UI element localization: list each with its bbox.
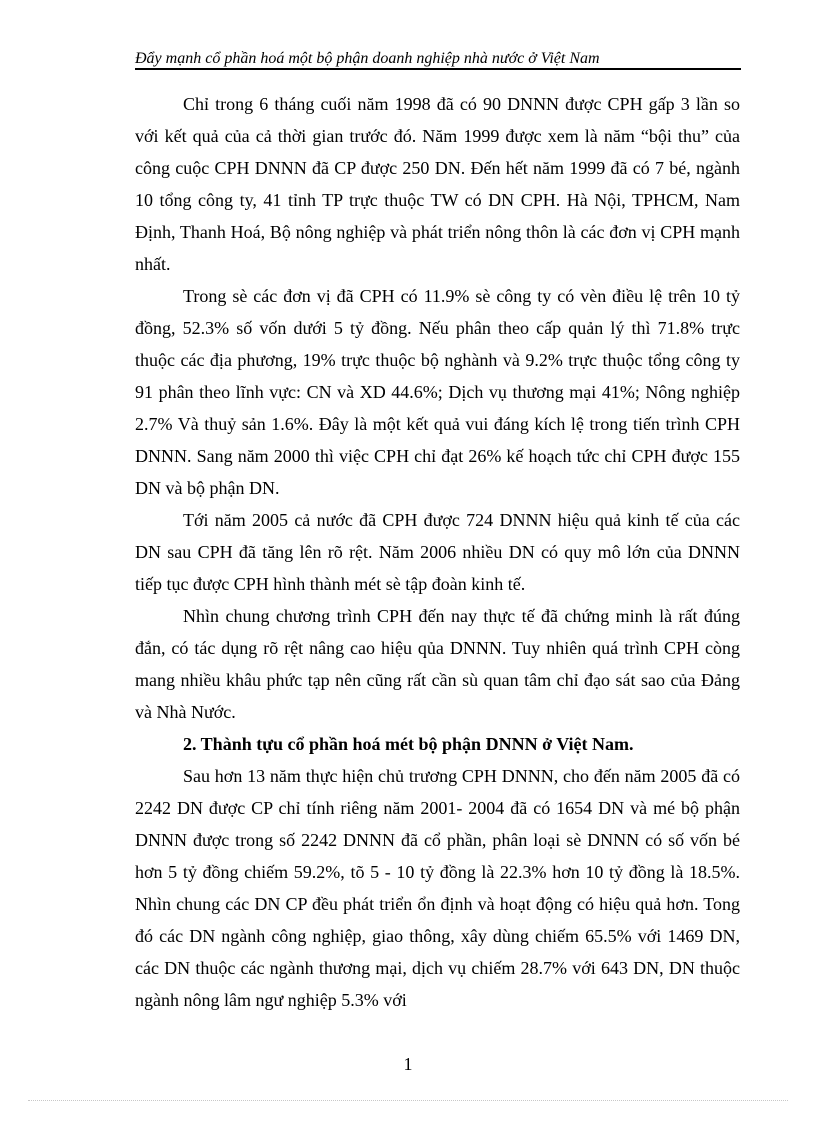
header-rule	[135, 68, 741, 70]
paragraph-4: Nhìn chung chương trình CPH đến nay thực tế đã chứng minh là rất đúng đắn, có tác dụng rõ rệt nâng cao hiệu qủa DNNN. Tuy nhiên quá trình CPH còng mang nhiều khâu phức tạp nên cũng rất cần sù quan tâm chỉ đạo sát sao của Đảng và Nhà Nước.	[135, 606, 740, 722]
running-header: Đẩy mạnh cổ phần hoá một bộ phận doanh nghiệp nhà nước ở Việt Nam	[135, 50, 600, 67]
section-heading: 2. Thành tựu cổ phần hoá mét bộ phận DNNN ở Việt Nam.	[183, 734, 634, 754]
document-body	[135, 88, 740, 1016]
section-paragraph: Sau hơn 13 năm thực hiện chủ trương CPH DNNN, cho đến năm 2005 đã có 2242 DN được CP chỉ tính riêng năm 2001- 2004 đã có 1654 DN và mé bộ phận DNNN được trong số 2242 DNNN đã cổ phần, phân loại sè DNNN có số vốn bé hơn 5 tỷ đồng chiếm 59.2%, tõ 5 - 10 tỷ đồng là 22.3% hơn 10 tỷ đồng là 18.5%. Nhìn chung các DN CP đều phát triển ổn định và hoạt động có hiệu quả hơn. Tong đó các DN ngành công nghiệp, giao thông, xây dùng chiếm 65.5% với 1469 DN, các DN thuộc các ngành thương mại, dịch vụ chiếm 28.7% với 643 DN, DN thuộc ngành nông lâm ngư nghiệp 5.3% với	[135, 766, 740, 1010]
paragraph-2: Trong sè các đơn vị đã CPH có 11.9% sè công ty có vèn điều lệ trên 10 tỷ đồng, 52.3% số vốn dưới 5 tỷ đồng. Nếu phân theo cấp quản lý thì 71.8% trực thuộc các địa phương, 19% trực thuộc bộ nghành và 9.2% trực thuộc tổng công ty 91 phân theo lĩnh vực: CN và XD 44.6%; Dịch vụ thương mại 41%; Nông nghiệp 2.7% Và thuỷ sản 1.6%. Đây là một kết quả vui đáng kích lệ trong tiến trình CPH DNNN. Sang năm 2000 thì việc CPH chỉ đạt 26% kế hoạch tức chỉ CPH được 155 DN và bộ phận DN.	[135, 286, 740, 498]
paragraph-3: Tới năm 2005 cả nước đã CPH được 724 DNNN hiệu quả kinh tế của các DN sau CPH đã tăng lên rõ rệt. Năm 2006 nhiều DN có quy mô lớn của DNNN tiếp tục được CPH hình thành mét sè tập đoàn kinh tế.	[135, 510, 740, 594]
page-number: 1	[403, 1054, 413, 1074]
paragraph-1: Chỉ trong 6 tháng cuối năm 1998 đã có 90 DNNN được CPH gấp 3 lần so với kết quả của cả thời gian trước đó. Năm 1999 được xem là năm “bội thu” của công cuộc CPH DNNN đã CP được 250 DN. Đến hết năm 1999 đã có 7 bé, ngành 10 tổng công ty, 41 tỉnh TP trực thuộc TW có DN CPH. Hà Nội, TPHCM, Nam Định, Thanh Hoá, Bộ nông nghiệp và phát triển nông thôn là các đơn vị CPH mạnh nhất.	[135, 94, 740, 274]
footer-rule	[28, 1100, 788, 1101]
